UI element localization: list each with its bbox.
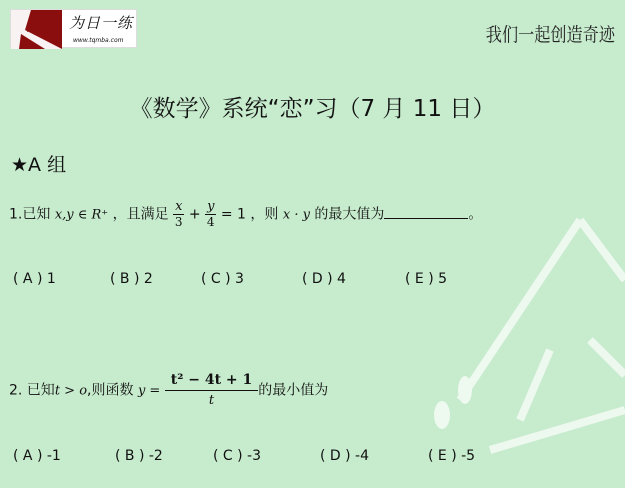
option-e[interactable]: ( E ) 5 bbox=[405, 271, 448, 287]
equals: = 1 bbox=[220, 206, 246, 223]
page-title: 《数学》系统“恋”习（7 月 11 日） bbox=[129, 96, 496, 122]
option-c[interactable]: ( C ) -3 bbox=[213, 448, 262, 464]
q1-ask: 的最大值为 bbox=[314, 206, 385, 223]
q1-mid: ，且满足 bbox=[112, 206, 169, 223]
option-e[interactable]: ( E ) -5 bbox=[428, 448, 476, 464]
option-d[interactable]: ( D ) -4 bbox=[320, 448, 370, 464]
slogan: 我们一起创造奇迹 bbox=[485, 24, 615, 46]
option-a[interactable]: ( A ) 1 bbox=[13, 271, 56, 287]
fraction-y-4: $\frac{y}{4}$ bbox=[206, 199, 215, 229]
logo-url: www.tqmba.com bbox=[73, 37, 124, 44]
logo-text: 为日一练 bbox=[69, 14, 134, 32]
logo-mark bbox=[11, 10, 62, 49]
logo bbox=[10, 9, 137, 48]
q2-ask: 的最小值为 bbox=[258, 382, 329, 399]
q2-prefix: 2. 已知 bbox=[9, 382, 55, 399]
section-heading: ★A 组 bbox=[11, 154, 67, 176]
q1-then: ，则 bbox=[250, 206, 279, 223]
q1-condition: x,y ∈ R⁺ bbox=[54, 207, 109, 223]
fraction-x-3: $\frac{x}{3}$ bbox=[174, 199, 183, 229]
option-a[interactable]: ( A ) -1 bbox=[13, 448, 61, 464]
q1-prefix: 1.已知 bbox=[9, 206, 51, 223]
q2-y: y = bbox=[137, 383, 161, 399]
plus: + bbox=[188, 206, 201, 223]
answer-blank[interactable] bbox=[384, 205, 468, 219]
option-b[interactable]: ( B ) 2 bbox=[110, 271, 153, 287]
q2-condition: t > o bbox=[54, 383, 88, 399]
q1-expr: x · y bbox=[282, 207, 310, 223]
question-1 bbox=[9, 200, 482, 229]
option-b[interactable]: ( B ) -2 bbox=[115, 448, 163, 464]
q1-end: 。 bbox=[468, 206, 483, 223]
decorative-lines bbox=[430, 200, 625, 488]
option-c[interactable]: ( C ) 3 bbox=[201, 271, 244, 287]
option-d[interactable]: ( D ) 4 bbox=[302, 271, 346, 287]
question-2 bbox=[9, 370, 328, 411]
q2-fraction: $\frac{\text{t² − 4t + 1}}{t}$ bbox=[165, 370, 259, 411]
q2-mid: ,则函数 bbox=[87, 382, 134, 399]
